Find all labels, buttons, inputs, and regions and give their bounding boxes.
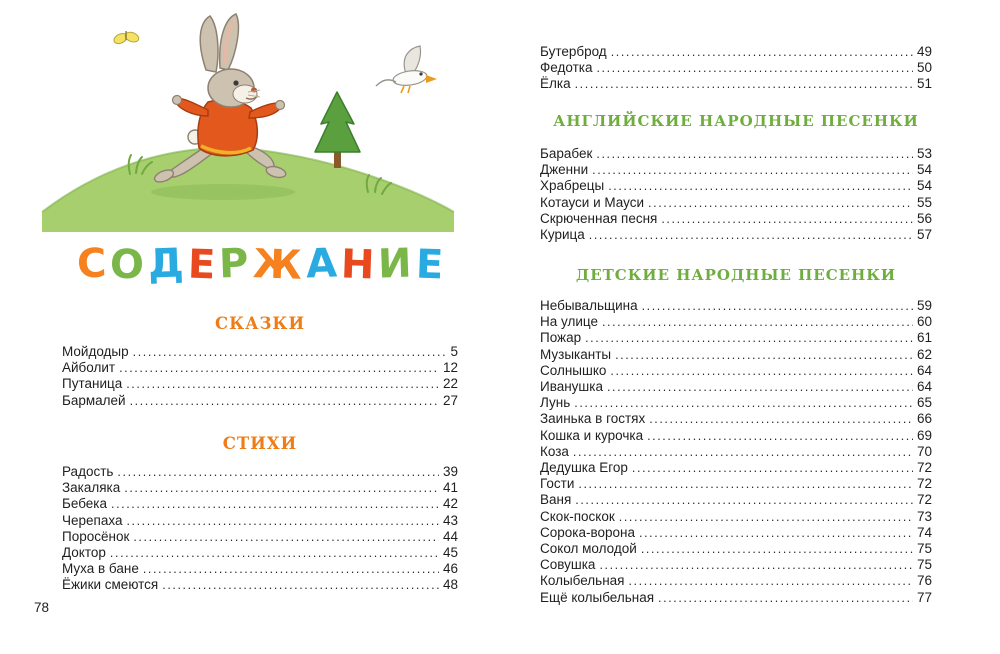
- toc-entry-page: 70: [916, 443, 932, 459]
- dotted-leader: [647, 428, 913, 444]
- dotted-leader: [642, 298, 913, 314]
- dotted-leader: [575, 76, 913, 92]
- butterfly-icon: [112, 30, 140, 45]
- toc-entry-page: 72: [916, 460, 932, 476]
- hare-illustration: [38, 6, 458, 234]
- toc-entry-page: 59: [916, 298, 932, 313]
- toc-row: [62, 480, 458, 496]
- toc-entry-title: Черепаха: [62, 512, 123, 528]
- toc-entry-title: Совушка: [540, 557, 596, 573]
- toc-row: [540, 411, 932, 427]
- toc-row: [62, 360, 458, 376]
- toc-entry-page: 66: [916, 411, 932, 427]
- toc-row: [540, 525, 932, 541]
- toc-entry-page: 57: [916, 227, 932, 243]
- toc-entry-title: Музыканты: [540, 346, 612, 362]
- title-letter: Н: [339, 241, 375, 289]
- toc-row: [62, 496, 458, 512]
- section-heading-stihi: СТИХИ: [222, 434, 298, 453]
- dotted-leader: [119, 360, 439, 376]
- toc-entry-title: Бебека: [62, 496, 108, 512]
- grass-mound: [42, 148, 454, 232]
- toc-entry-title: Лунь: [540, 395, 571, 411]
- toc-entry-title: Солнышко: [540, 362, 607, 378]
- toc-entry-title: Коза: [540, 443, 569, 459]
- toc-row: [62, 393, 458, 409]
- toc-row: [540, 347, 932, 363]
- toc-row: [540, 476, 932, 492]
- toc-row: [540, 314, 932, 330]
- dotted-leader: [610, 363, 913, 379]
- toc-entry-title: Котауси и Мауси: [540, 194, 645, 210]
- title-letter: О: [109, 241, 146, 289]
- dotted-leader: [608, 178, 913, 194]
- dotted-leader: [124, 480, 439, 496]
- toc-entry-page: 55: [916, 194, 932, 210]
- toc-entry-page: 12: [442, 360, 458, 376]
- toc-entry-title: Мойдодыр: [62, 344, 129, 359]
- dotted-leader: [575, 492, 913, 508]
- toc-entry-title: Барабек: [540, 146, 593, 161]
- dotted-leader: [133, 344, 447, 360]
- toc-entry-page: 72: [916, 492, 932, 508]
- fir-tree-icon: [315, 92, 360, 168]
- title-letter: А: [304, 240, 338, 288]
- toc-entry-title: Пожар: [540, 330, 582, 346]
- toc-entry-page: 73: [916, 508, 932, 524]
- toc-entry-title: Иванушка: [540, 379, 603, 395]
- dotted-leader: [110, 545, 439, 561]
- toc-entry-title: Колыбельная: [540, 573, 625, 589]
- toc-list-stihi: [62, 464, 458, 594]
- dotted-leader: [162, 577, 439, 593]
- toc-row: [540, 363, 932, 379]
- dotted-leader: [658, 590, 913, 606]
- toc-row: [540, 330, 932, 346]
- toc-row: [540, 590, 932, 606]
- toc-entry-title: Ваня: [540, 492, 572, 508]
- toc-row: [540, 541, 932, 557]
- page-number: 78: [34, 600, 50, 615]
- toc-entry-page: 72: [916, 476, 932, 492]
- toc-row: [540, 298, 932, 314]
- dotted-leader: [619, 509, 913, 525]
- seagull-icon: [376, 46, 437, 93]
- toc-entry-title: Муха в бане: [62, 561, 139, 577]
- toc-entry-page: 54: [916, 162, 932, 178]
- dotted-leader: [628, 573, 912, 589]
- toc-entry-page: 69: [916, 427, 932, 443]
- toc-entry-page: 64: [916, 362, 932, 378]
- toc-entry-title: Сокол молодой: [540, 541, 637, 557]
- toc-entry-page: 76: [916, 573, 932, 589]
- toc-entry-title: Скок-поскок: [540, 508, 615, 524]
- toc-row: [540, 60, 932, 76]
- dotted-leader: [611, 44, 913, 60]
- hare-ears: [200, 16, 218, 72]
- toc-row: [540, 178, 932, 194]
- toc-row: [540, 227, 932, 243]
- toc-entry-title: Заинька в гостях: [540, 411, 646, 427]
- dotted-leader: [143, 561, 439, 577]
- dotted-leader: [641, 541, 913, 557]
- toc-entry-title: Храбрецы: [540, 178, 605, 194]
- toc-row: [540, 573, 932, 589]
- toc-entry-page: 54: [916, 178, 932, 194]
- toc-entry-title: Бутерброд: [540, 44, 607, 59]
- title-letter: Е: [414, 241, 444, 289]
- toc-entry-page: 43: [442, 512, 458, 528]
- dotted-leader: [111, 496, 439, 512]
- dotted-leader: [126, 376, 439, 392]
- toc-row: [62, 513, 458, 529]
- toc-entry-page: 48: [442, 577, 458, 593]
- toc-row: [540, 211, 932, 227]
- toc-entry-page: 65: [916, 395, 932, 411]
- toc-entry-title: Закаляка: [62, 480, 121, 496]
- toc-entry-page: 74: [916, 524, 932, 540]
- toc-entry-title: Ёлка: [540, 76, 571, 92]
- toc-row: [62, 376, 458, 392]
- toc-entry-title: Айболит: [62, 360, 116, 376]
- dotted-leader: [649, 411, 913, 427]
- toc-row: [540, 44, 932, 60]
- dotted-leader: [133, 529, 439, 545]
- dotted-leader: [602, 314, 913, 330]
- dotted-leader: [632, 460, 913, 476]
- toc-entry-title: Дженни: [540, 162, 589, 178]
- title-letter: Е: [187, 241, 217, 289]
- dotted-leader: [596, 60, 913, 76]
- toc-entry-page: 53: [916, 146, 932, 161]
- toc-entry-page: 77: [916, 589, 932, 605]
- toc-entry-page: 56: [916, 210, 932, 226]
- toc-entry-page: 75: [916, 557, 932, 573]
- toc-entry-page: 62: [916, 346, 932, 362]
- section-heading-skazki: СКАЗКИ: [214, 314, 306, 333]
- toc-entry-title: Сорока-ворона: [540, 524, 635, 540]
- toc-entry-page: 45: [442, 545, 458, 561]
- toc-entry-page: 75: [916, 541, 932, 557]
- toc-entry-title: Федотка: [540, 60, 593, 76]
- dotted-leader: [578, 476, 913, 492]
- toc-entry-title: Гости: [540, 476, 575, 492]
- toc-row: [62, 577, 458, 593]
- toc-entry-title: Радость: [62, 464, 114, 479]
- toc-list-right-top: [540, 44, 932, 93]
- dotted-leader: [599, 557, 913, 573]
- toc-row: [540, 557, 932, 573]
- dotted-leader: [573, 444, 913, 460]
- toc-list-childrens-songs: [540, 298, 932, 606]
- toc-entry-page: 64: [916, 379, 932, 395]
- contents-title: [58, 240, 462, 289]
- toc-row: [540, 395, 932, 411]
- dotted-leader: [639, 525, 913, 541]
- toc-entry-title: Доктор: [62, 545, 106, 561]
- title-letter: С: [76, 240, 108, 288]
- dotted-leader: [592, 162, 913, 178]
- toc-entry-page: 41: [442, 480, 458, 496]
- dotted-leader: [585, 330, 913, 346]
- toc-entry-page: 22: [442, 376, 458, 392]
- toc-entry-title: Бармалей: [62, 392, 126, 408]
- toc-list-english-songs: [540, 146, 932, 243]
- dotted-leader: [607, 379, 913, 395]
- title-letter: Р: [218, 240, 250, 288]
- toc-row: [62, 464, 458, 480]
- toc-row: [540, 379, 932, 395]
- section-heading-childrens-songs: ДЕТСКИЕ НАРОДНЫЕ ПЕСЕНКИ: [575, 266, 897, 284]
- toc-row: [540, 76, 932, 92]
- toc-entry-title: Ёжики смеются: [62, 577, 159, 593]
- title-letter: Д: [147, 240, 185, 288]
- toc-row: [62, 561, 458, 577]
- dotted-leader: [661, 211, 913, 227]
- toc-entry-title: Кошка и курочка: [540, 427, 644, 443]
- toc-row: [540, 195, 932, 211]
- dotted-leader: [117, 464, 439, 480]
- dotted-leader: [574, 395, 913, 411]
- section-heading-english-songs: АНГЛИЙСКИЕ НАРОДНЫЕ ПЕСЕНКИ: [553, 112, 919, 130]
- toc-entry-title: Поросёнок: [62, 528, 130, 544]
- dotted-leader: [596, 146, 913, 162]
- toc-entry-title: Путаница: [62, 376, 123, 392]
- toc-entry-page: 50: [916, 60, 932, 76]
- toc-row: [540, 428, 932, 444]
- dotted-leader: [589, 227, 913, 243]
- toc-list-skazki: [62, 344, 458, 409]
- toc-row: [540, 444, 932, 460]
- toc-entry-title: Небывальщина: [540, 298, 638, 313]
- toc-row: [62, 529, 458, 545]
- toc-entry-page: 60: [916, 314, 932, 330]
- toc-entry-page: 61: [916, 330, 932, 346]
- toc-row: [62, 545, 458, 561]
- title-letter: Ж: [251, 241, 303, 289]
- toc-entry-title: Дедушка Егор: [540, 460, 628, 476]
- dotted-leader: [126, 513, 439, 529]
- toc-entry-title: На улице: [540, 314, 598, 330]
- toc-row: [540, 162, 932, 178]
- toc-entry-title: Ещё колыбельная: [540, 589, 655, 605]
- toc-entry-page: 39: [442, 464, 458, 479]
- toc-entry-page: 51: [916, 76, 932, 92]
- toc-entry-page: 46: [442, 561, 458, 577]
- toc-entry-page: 27: [442, 392, 458, 408]
- toc-entry-title: Скрюченная песня: [540, 210, 658, 226]
- illustration-svg: [38, 6, 458, 234]
- toc-entry-page: 44: [442, 528, 458, 544]
- toc-row: [540, 146, 932, 162]
- dotted-leader: [130, 393, 439, 409]
- title-letter: И: [377, 240, 413, 288]
- toc-entry-title: Курица: [540, 227, 585, 243]
- toc-row: [540, 460, 932, 476]
- toc-row: [62, 344, 458, 360]
- toc-entry-page: 5: [450, 344, 458, 359]
- toc-row: [540, 509, 932, 525]
- toc-row: [540, 492, 932, 508]
- dotted-leader: [648, 195, 913, 211]
- dotted-leader: [615, 347, 913, 363]
- toc-entry-page: 49: [916, 44, 932, 59]
- toc-entry-page: 42: [442, 496, 458, 512]
